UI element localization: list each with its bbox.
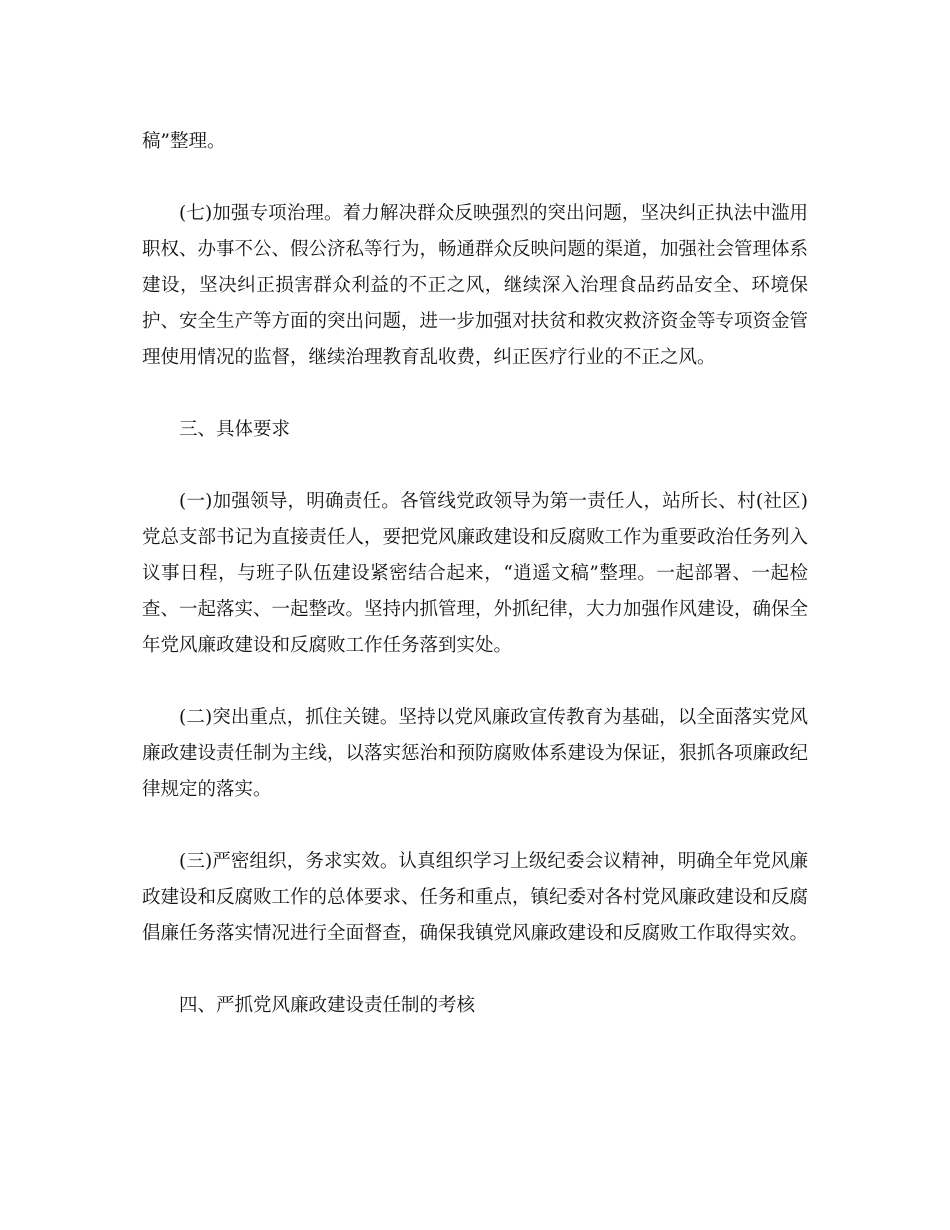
paragraph-requirement-3: (三)严密组织，务求实效。认真组织学习上级纪委会议精神，明确全年党风廉政建设和反腐败工作的总体要求、任务和重点，镇纪委对各村党风廉政建设和反腐倡廉任务落实情况进行全面督查，确保我镇党风廉政建设和反腐败工作取得实效。: [142, 851, 809, 944]
document-body: [142, 124, 808, 1024]
paragraph-requirement-1: (一)加强领导，明确责任。各管线党政领导为第一责任人，站所长、村(社区)党总支部书记为直接责任人，要把党风廉政建设和反腐败工作为重要政治任务列入议事日程，与班子队伍建设紧密结合起来，“逍遥文稿”整理。一起部署、一起检查、一起落实、一起整改。坚持内抓管理，外抓纪律，大力加强作风建设，确保全年党风廉政建设和反腐败工作任务落到实处。: [142, 491, 809, 656]
paragraph-continuation: 稿”整理。: [142, 131, 226, 152]
paragraph-gap: [142, 808, 808, 844]
paragraph-item-7: (七)加强专项治理。着力解决群众反映强烈的突出问题，坚决纠正执法中滥用职权、办事不公、假公济私等行为，畅通群众反映问题的渠道，加强社会管理体系建设，坚决纠正损害群众利益的不正之风，继续深入治理食品药品安全、环境保护、安全生产等方面的突出问题，进一步加强对扶贫和救灾救济资金等专项资金管理使用情况的监督，继续治理教育乱收费，纠正医疗行业的不正之风。: [142, 203, 809, 368]
paragraph-gap: [142, 448, 808, 484]
section-heading-3: 三、具体要求: [179, 419, 291, 440]
paragraph-gap: [142, 664, 808, 700]
paragraph-gap: [142, 160, 808, 196]
paragraph-gap: [142, 952, 808, 988]
section-heading-4: 四、严抓党风廉政建设责任制的考核: [179, 995, 476, 1016]
paragraph-gap: [142, 376, 808, 412]
paragraph-requirement-2: (二)突出重点，抓住关键。坚持以党风廉政宣传教育为基础，以全面落实党风廉政建设责任制为主线，以落实惩治和预防腐败体系建设为保证，狠抓各项廉政纪律规定的落实。: [142, 707, 809, 800]
